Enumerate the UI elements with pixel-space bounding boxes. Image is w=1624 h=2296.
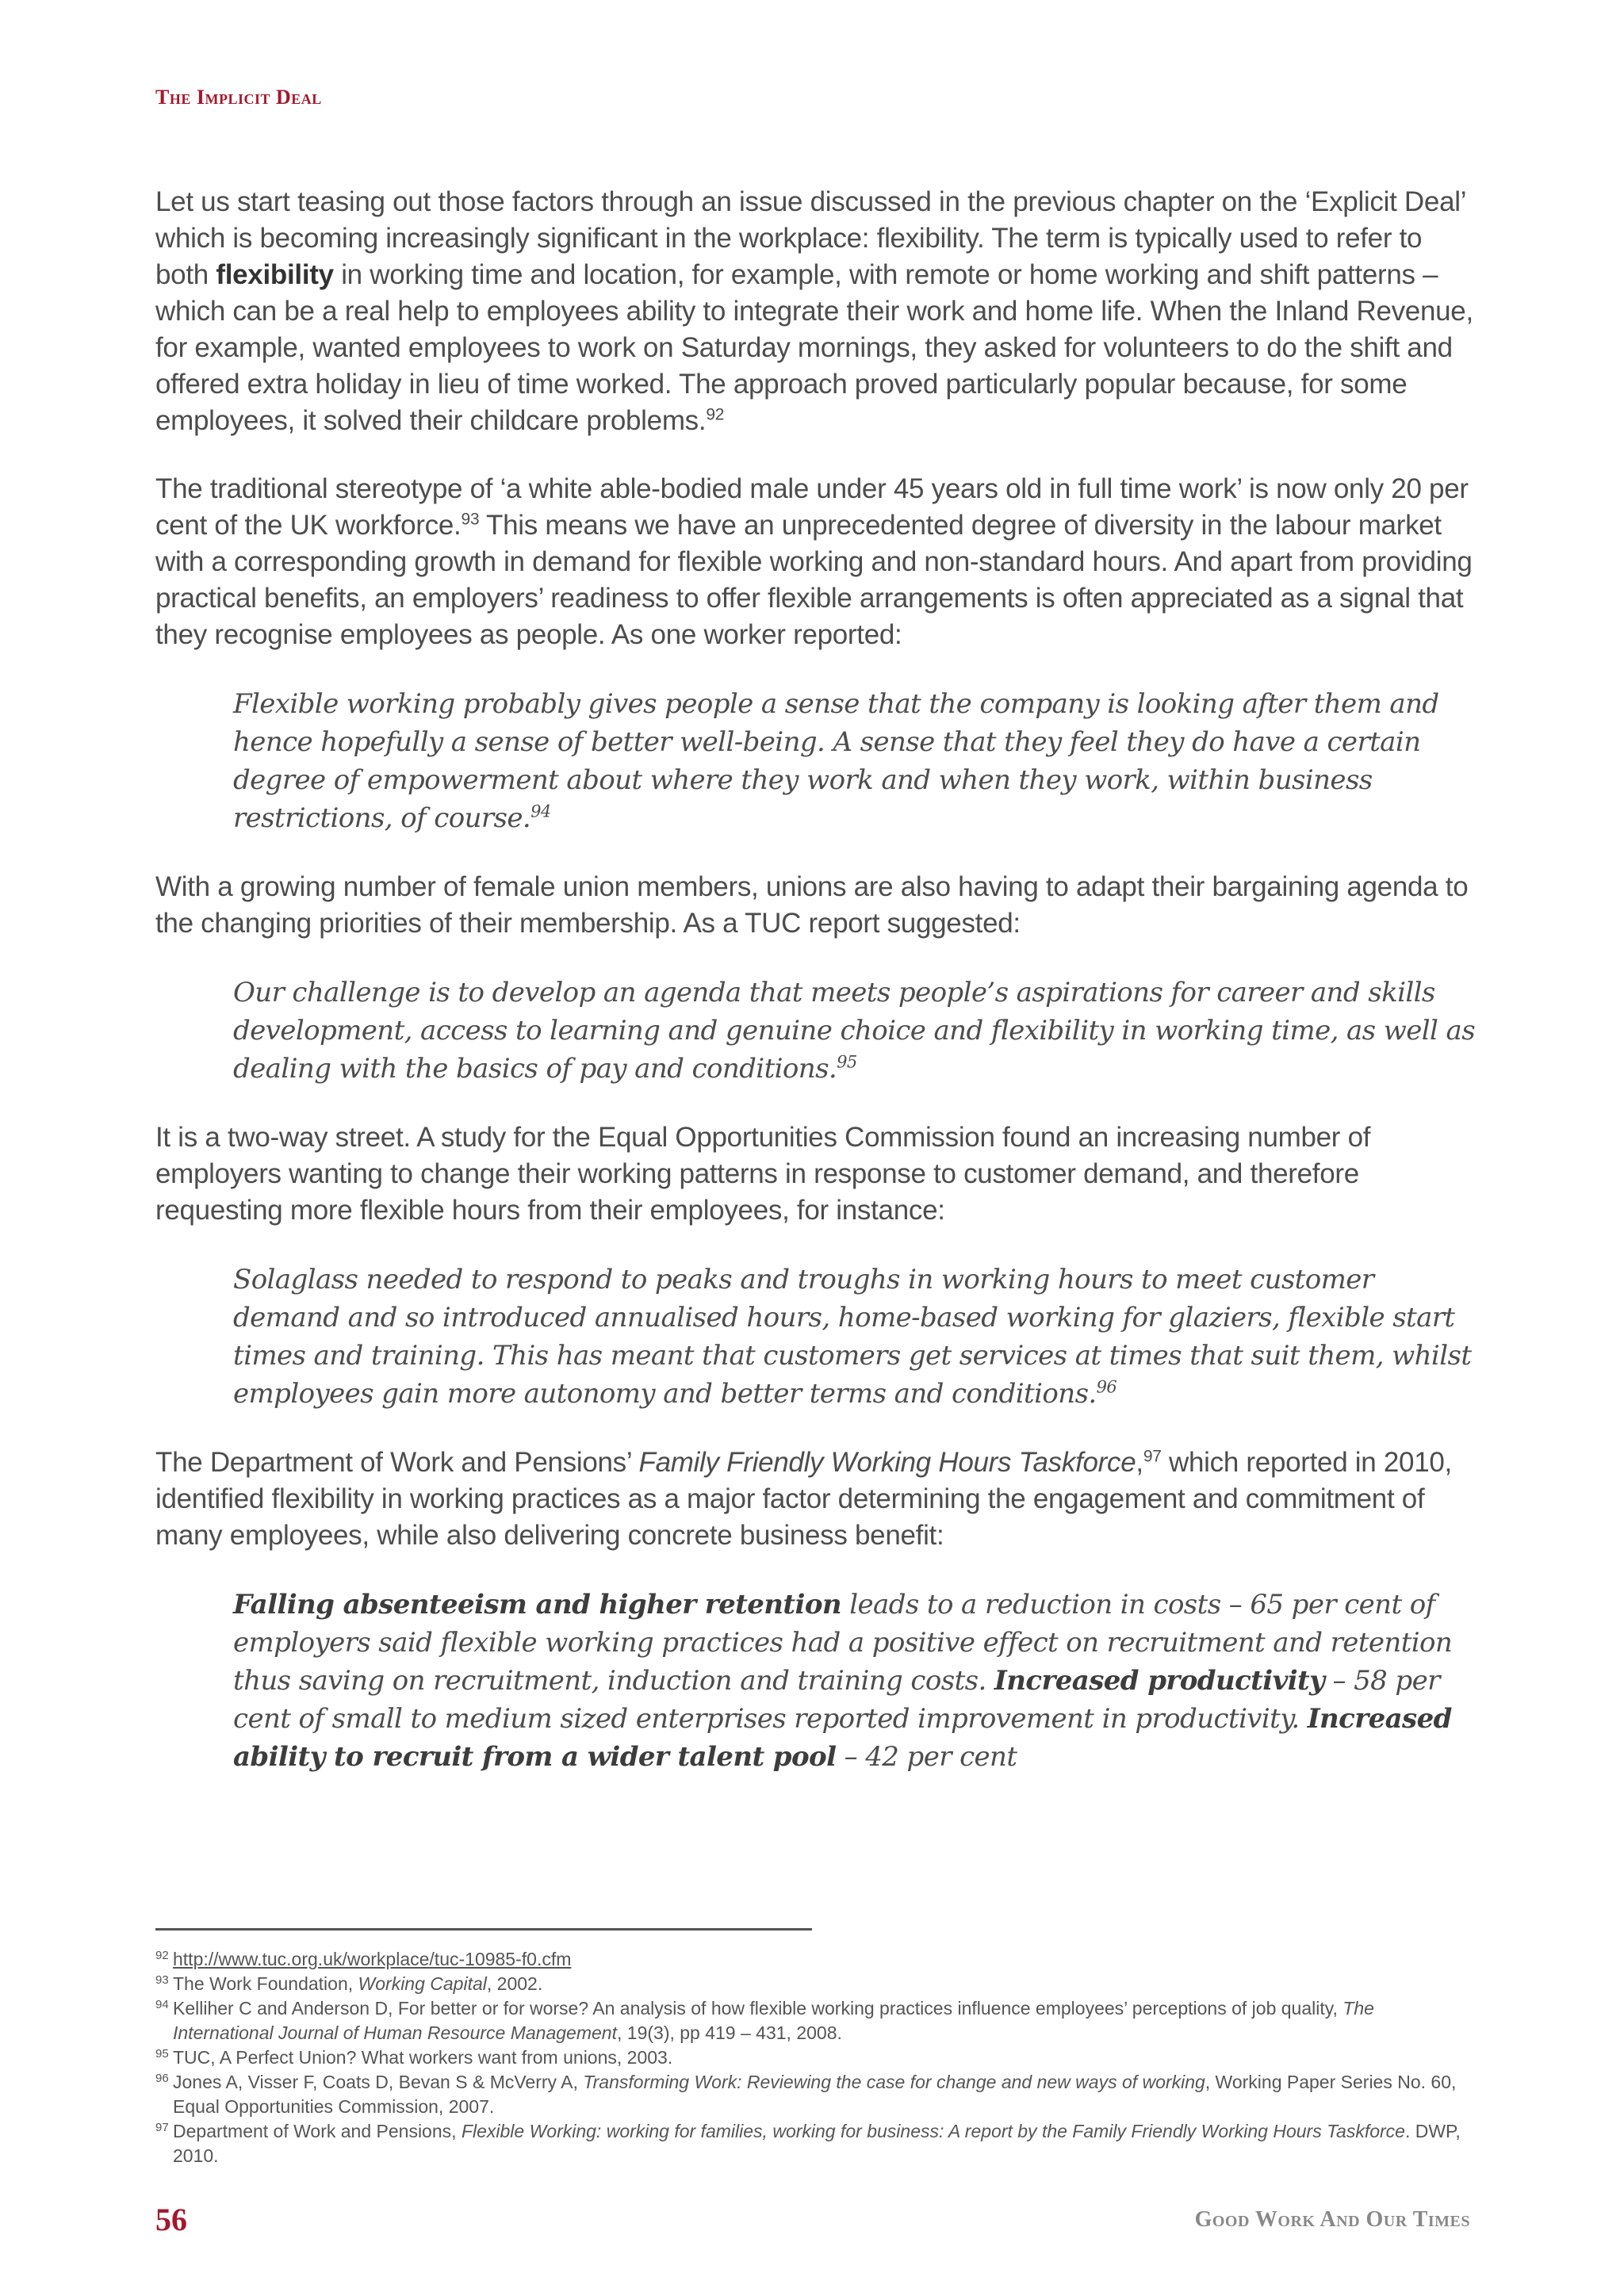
paragraph-1: Let us start teasing out those factors through an issue discussed in the previous chapter on the ‘Explicit Deal’ which is becoming increasingly significant in the workplace: flexibility. The term is typically used to refer to both flexibility in working time and location, for example, with remote or home working and shift patterns – which can be a real help to employees ability to integrate their work and home life. When the Inland Revenue, for example, wanted employees to work on Saturday mornings, they asked for volunteers to do the shift and offered extra holiday in lieu of time worked. The approach proved particularly popular because, for some employees, it solved their childcare problems.$^{92}$ [155,186,1473,436]
footnote-ref[interactable]: 95 [837,1052,857,1072]
running-header: The Implicit Deal [155,86,322,109]
footnotes [155,1947,1477,2168]
quote-3: Solaglass needed to respond to peaks and troughs in working hours to meet customer demand and so introduced annualised hours, home-based working for glaziers, flexible start times and training. This has meant that customers get services at times that suit them, whilst employees gain more autonomy and better terms and conditions.$^{96}$ [233,1264,1472,1410]
footnote-divider [155,1928,812,1931]
running-footer: Good Work And Our Times [1194,2207,1470,2232]
footnote-94: 94 Kelliher C and Anderson D, For better or for worse? An analysis of how flexible working practices influence employees’ perceptions of job quality, The International Journal of Human Resource Management, 19(3), pp 419 – 431, 2008. [155,1998,1374,2043]
footnote-96: 96 Jones A, Visser F, Coats D, Bevan S & McVerry A, Transforming Work: Reviewing the case for change and new ways of working, Working Paper Series No. 60, Equal Opportunities Commission, 2007. [155,2072,1457,2117]
footnote-ref[interactable]: 94 [530,802,551,821]
quote-2: Our challenge is to develop an agenda that meets people’s aspirations for career and skills development, access to learning and genuine choice and flexibility in working time, as well as dealing with the basics of pay and conditions.$^{95}$ [233,977,1476,1085]
footnote-95: 95 TUC, A Perfect Union? What workers want from unions, 2003. [155,2047,673,2068]
paragraph-4: It is a two-way street. A study for the Equal Opportunities Commission found an increasing number of employers wanting to change their working patterns in response to customer demand, and therefore requesting more flexible hours from their employees, for instance: [155,1122,1371,1226]
footnote-ref[interactable]: 97 [1143,1447,1162,1466]
page-number: 56 [155,2202,187,2237]
footnote-93: 93 The Work Foundation, Working Capital, 2002. [155,1973,543,1994]
footnote-92: 92 http://www.tuc.org.uk/workplace/tuc-10985-f0.cfm [155,1949,572,1969]
footnote-97: 97 Department of Work and Pensions, Flexible Working: working for families, working for business: A report by the Family Friendly Working Hours Taskforce. DWP, 2010. [155,2121,1461,2166]
paragraph-3: With a growing number of female union members, unions are also having to adapt their bargaining agenda to the changing priorities of their membership. As a TUC report suggested: [155,871,1469,939]
main-text [155,184,1477,1808]
paragraph-5: The Department of Work and Pensions’ Family Friendly Working Hours Taskforce,$^{97}$ which reported in 2010, identified flexibility in working practices as a major factor determining the engagement and commitment of many employees, while also delivering concrete business benefit: [155,1447,1452,1551]
footnote-ref[interactable]: 92 [706,405,725,424]
quote-4: Falling absenteeism and higher retention leads to a reduction in costs – 65 per cent of employers said flexible working practices had a positive effect on recruitment and retention thus saving on recruitment, induction and training costs. Increased productivity – 58 per cent of small to medium sized enterprises reported improvement in productivity. Increased ability to recruit from a wider talent pool – 42 per cent [233,1589,1453,1773]
quote-1: Flexible working probably gives people a sense that the company is looking after them and hence hopefully a sense of better well-being. A sense that they feel they do have a certain degree of empowerment about where they work and when they work, within business restrictions, of course.$^{94}$ [233,688,1439,834]
footnote-ref[interactable]: 93 [461,510,480,529]
footnote-ref[interactable]: 96 [1096,1377,1117,1397]
footnote-link[interactable]: http://www.tuc.org.uk/workplace/tuc-10985-f0.cfm [173,1949,572,1969]
paragraph-2: The traditional stereotype of ‘a white able-bodied male under 45 years old in full time work’ is now only 20 per cent of the UK workforce.$^{93}$ This means we have an unprecedented degree of diversity in the labour market with a corresponding growth in demand for flexible working and non-standard hours. And apart from providing practical benefits, an employers’ readiness to offer flexible arrangements is often appreciated as a signal that they recognise employees as people. As one worker reported: [155,473,1473,650]
